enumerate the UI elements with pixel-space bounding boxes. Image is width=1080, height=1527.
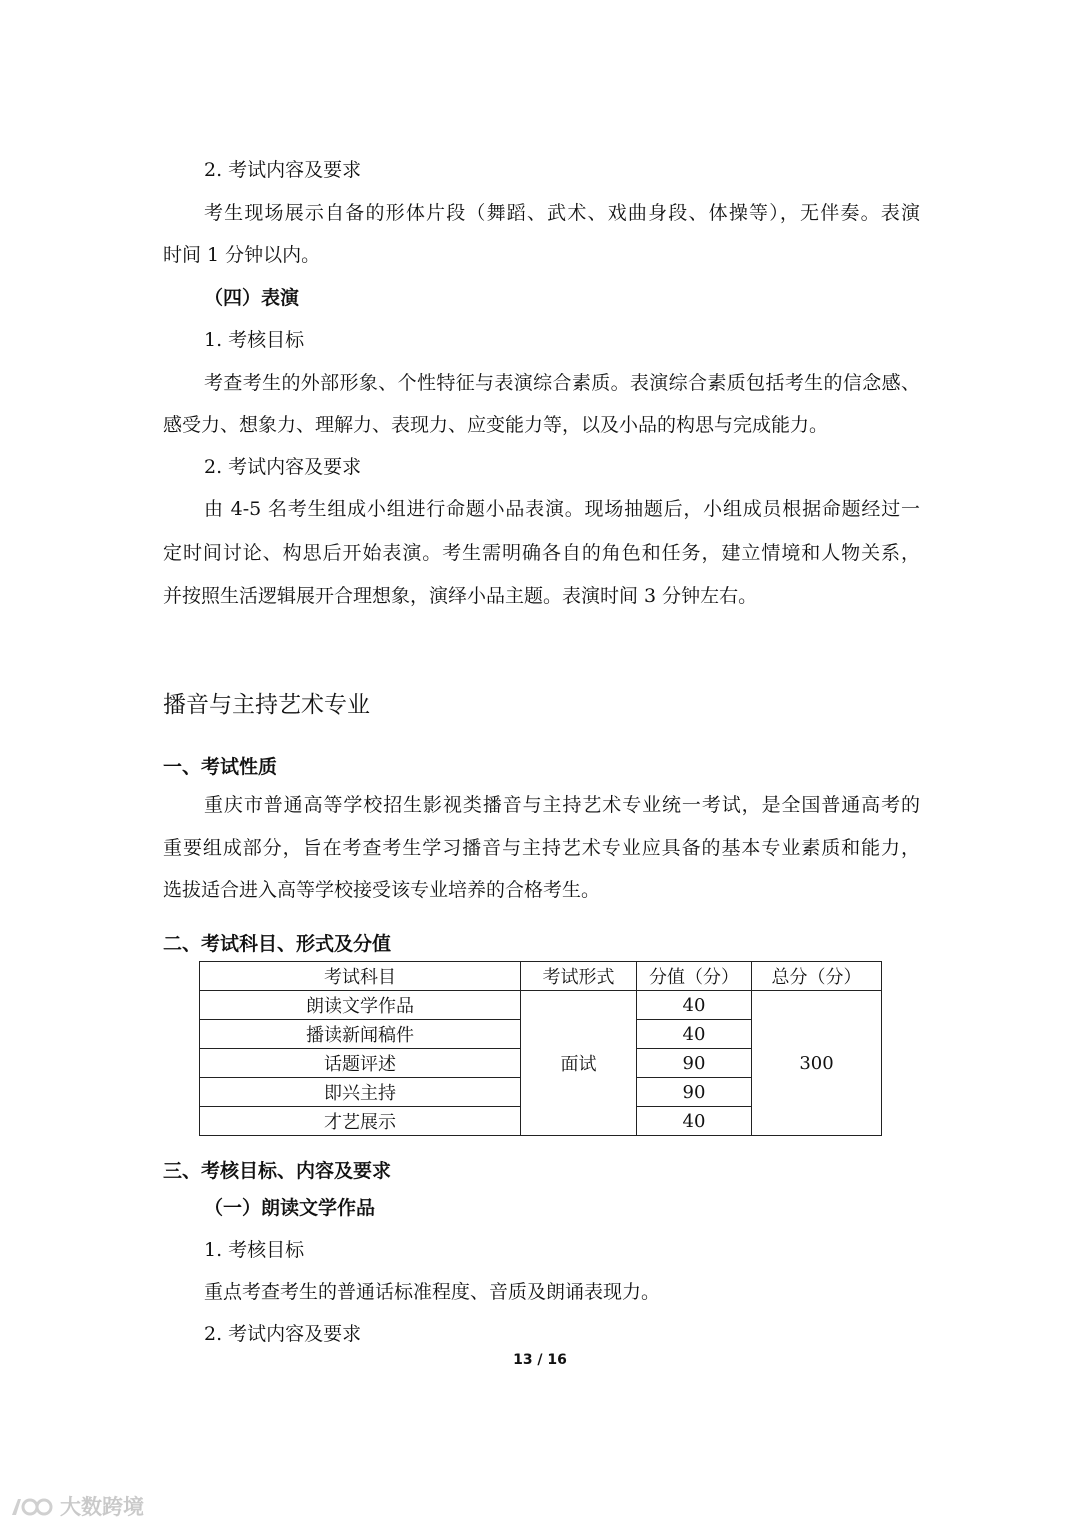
exam-score-table xyxy=(199,961,882,1136)
paragraph-line: 定时间讨论、构思后开始表演。考生需明确各自的角色和任务，建立情境和人物关系， xyxy=(163,542,920,564)
watermark xyxy=(10,1491,144,1521)
table-header-form: 考试形式 xyxy=(521,962,637,991)
table-cell-subject: 播读新闻稿件 xyxy=(200,1020,521,1049)
table-cell-subject: 即兴主持 xyxy=(200,1078,521,1107)
major-title: 播音与主持艺术专业 xyxy=(163,692,370,718)
table-cell-score: 40 xyxy=(637,1020,752,1049)
paragraph-line: 感受力、想象力、理解力、表现力、应变能力等，以及小品的构思与完成能力。 xyxy=(163,414,829,436)
table-cell-subject: 朗读文学作品 xyxy=(200,991,521,1020)
table-cell-form: 面试 xyxy=(521,991,637,1136)
subsection-heading-reading: （一）朗读文学作品 xyxy=(204,1197,376,1219)
table-header-row xyxy=(200,962,882,991)
heading-goal: 1. 考核目标 xyxy=(204,1239,305,1261)
paragraph-line: 重要组成部分，旨在考查考生学习播音与主持艺术专业应具备的基本专业素质和能力， xyxy=(163,837,920,859)
heading-exam-content: 2. 考试内容及要求 xyxy=(204,1323,362,1345)
heading-goal: 1. 考核目标 xyxy=(204,329,305,351)
paragraph-line: 重庆市普通高等学校招生影视类播音与主持艺术专业统一考试，是全国普通高考的 xyxy=(204,794,920,816)
section-heading-goals: 三、考核目标、内容及要求 xyxy=(163,1160,392,1182)
table-cell-score: 90 xyxy=(637,1049,752,1078)
watermark-text: 大数跨境 xyxy=(60,1495,144,1519)
section-heading-performance: （四）表演 xyxy=(204,287,300,309)
page-number: 13 / 16 xyxy=(513,1352,567,1368)
table-cell-score: 90 xyxy=(637,1078,752,1107)
paragraph-line: 时间 1 分钟以内。 xyxy=(163,244,321,266)
paragraph-line: 考查考生的外部形象、个性特征与表演综合素质。表演综合素质包括考生的信念感、 xyxy=(204,372,920,394)
table-header-subject: 考试科目 xyxy=(200,962,521,991)
table-cell-score: 40 xyxy=(637,1107,752,1136)
table-header-total: 总分（分） xyxy=(752,962,882,991)
section-heading-nature: 一、考试性质 xyxy=(163,756,278,778)
table-header-score: 分值（分） xyxy=(637,962,752,991)
section-heading-subjects: 二、考试科目、形式及分值 xyxy=(163,933,392,955)
paragraph-line: 并按照生活逻辑展开合理想象，演绎小品主题。表演时间 3 分钟左右。 xyxy=(163,585,758,607)
heading-exam-content: 2. 考试内容及要求 xyxy=(204,159,362,181)
table-cell-subject: 话题评述 xyxy=(200,1049,521,1078)
paragraph-line: 考生现场展示自备的形体片段（舞蹈、武术、戏曲身段、体操等），无伴奏。表演 xyxy=(204,202,920,224)
paragraph-line: 由 4-5 名考生组成小组进行命题小品表演。现场抽题后，小组成员根据命题经过一 xyxy=(204,498,920,520)
paragraph-line: 重点考查考生的普通话标准程度、音质及朗诵表现力。 xyxy=(204,1281,661,1303)
heading-exam-content: 2. 考试内容及要求 xyxy=(204,456,362,478)
paragraph-line: 选拔适合进入高等学校接受该专业培养的合格考生。 xyxy=(163,879,601,901)
watermark-logo-icon xyxy=(10,1493,54,1519)
table-cell-total: 300 xyxy=(752,991,882,1136)
table-cell-score: 40 xyxy=(637,991,752,1020)
table-row xyxy=(200,991,882,1020)
table-cell-subject: 才艺展示 xyxy=(200,1107,521,1136)
